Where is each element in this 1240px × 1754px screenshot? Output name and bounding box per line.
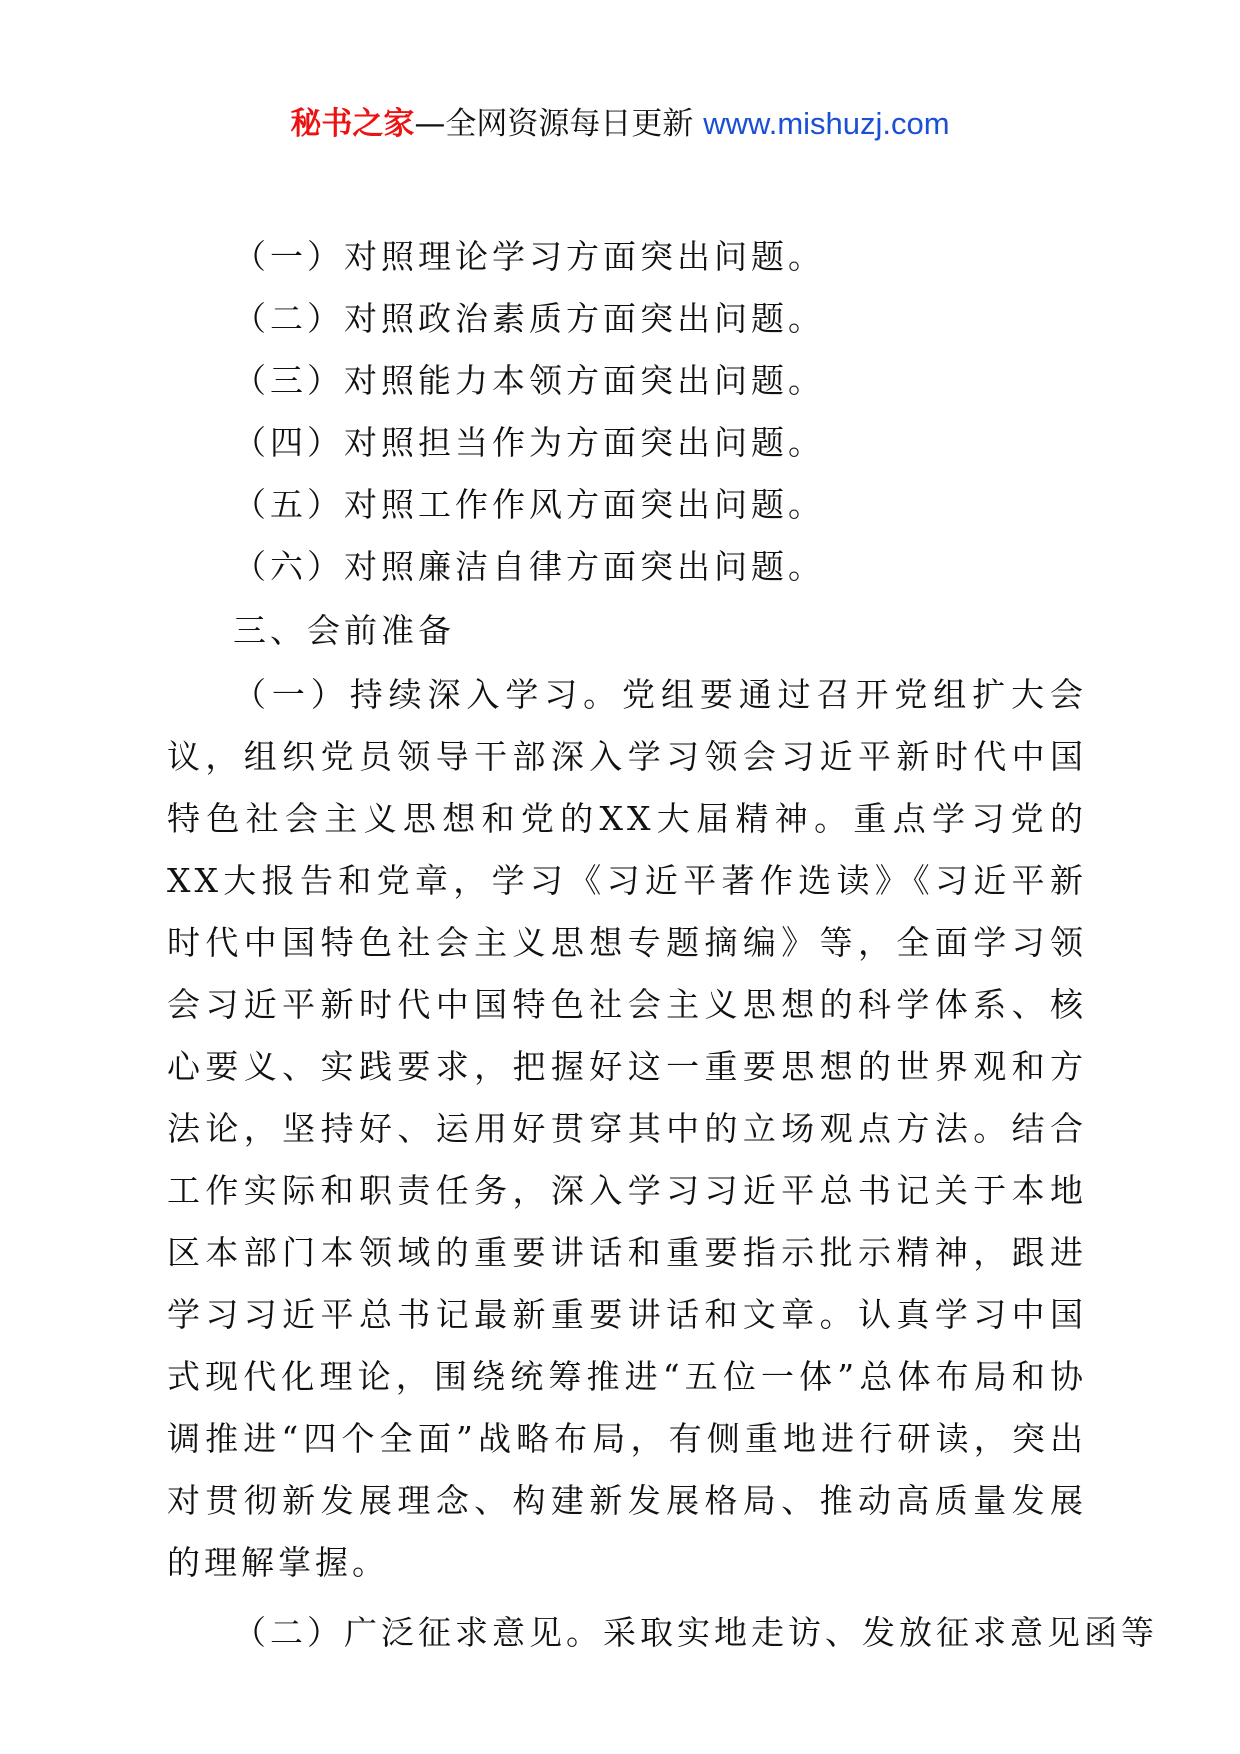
- list-item: （四）对照担当作为方面突出问题。: [233, 423, 825, 462]
- problem-list: [167, 226, 1087, 598]
- list-item: （一）对照理论学习方面突出问题。: [233, 237, 825, 276]
- list-item: （五）对照工作作风方面突出问题。: [233, 485, 825, 524]
- paragraph-opinions: （二）广泛征求意见。采取实地走访、发放征求意见函等: [233, 1613, 1158, 1652]
- site-url-link[interactable]: www.mishuzj.com: [703, 106, 950, 141]
- list-item: （六）对照廉洁自律方面突出问题。: [233, 547, 825, 586]
- site-brand: 秘书之家: [290, 106, 415, 142]
- list-item: （二）对照政治素质方面突出问题。: [233, 299, 825, 338]
- list-item: （三）对照能力本领方面突出问题。: [233, 361, 825, 400]
- site-header: [0, 100, 1240, 148]
- document-body: [167, 226, 1158, 1664]
- site-tagline: —全网资源每日更新: [414, 106, 694, 142]
- section-heading: 三、会前准备: [233, 611, 455, 650]
- paragraph-study: （一）持续深入学习。党组要通过召开党组扩大会议，组织党员领导干部深入学习领会习近平新时代中国特色社会主义思想和党的XX大届精神。重点学习党的XX大报告和党章，学习《习近平著作选读》《习近平新时代中国特色社会主义思想专题摘编》等，全面学习领会习近平新时代中国特色社会主义思想的科学体系、核心要义、实践要求，把握好这一重要思想的世界观和方法论，坚持好、运用好贯穿其中的立场观点方法。结合工作实际和职责任务，深入学习习近平总书记关于本地区本部门本领域的重要讲话和重要指示批示精神，跟进学习习近平总书记最新重要讲话和文章。认真学习中国式现代化理论，围绕统筹推进“五位一体”总体布局和协调推进“四个全面”战略布局，有侧重地进行研读，突出对贯彻新发展理念、构建新发展格局、推动高质量发展的理解掌握。: [167, 675, 1087, 1582]
